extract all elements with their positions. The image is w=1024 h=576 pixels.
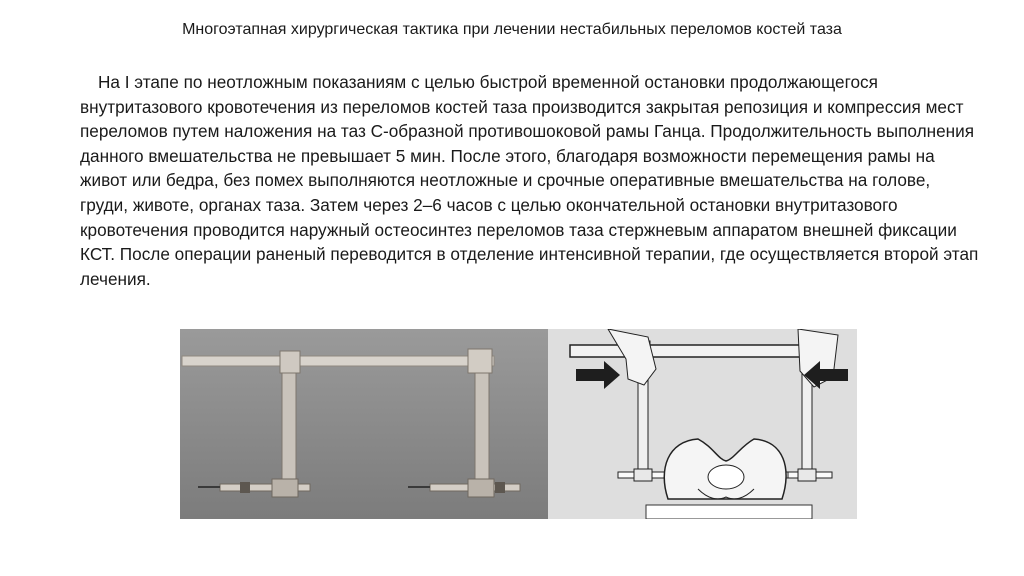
right-pin-holder (468, 479, 494, 497)
frame-top-bar (570, 345, 828, 357)
left-pin-block (634, 469, 652, 481)
c-clamp-photo (180, 329, 548, 519)
pelvis-drawing (548, 329, 857, 519)
operating-table (646, 505, 812, 519)
body-paragraph: На I этапе по неотложным показаниям с целью быстрой временной остановки продолжающегося внутритазового кровотечения из переломов костей таза производится закрытая репозиция и компрессия мест переломов путем наложения на таз С-образной противошоковой рамы Ганца. Продолжительность выполнения данного вмешательства не превышает 5 мин. После этого, благодаря возможности перемещения рамы на живот или бедра, без помех выполняются неотложные и срочные оперативные вмешательства на голове, груди, животе, органах таза. Затем через 2–6 часов с целью окончательной остановки внутритазового кровотечения проводится наружный остеосинтез переломов таза стержневым аппаратом внешней фиксации КСТ. После операции раненый переводится в отделение интенсивной терапии, где осуществляется второй этап лечения. (80, 72, 979, 289)
figure (180, 329, 857, 519)
clamp-right-leg (475, 373, 489, 485)
c-clamp-pelvis-drawing (548, 329, 857, 519)
clamp-left-leg (282, 373, 296, 485)
right-pin-block (798, 469, 816, 481)
slide-title: Многоэтапная хирургическая тактика при лечении нестабильных переломов костей таза (182, 21, 842, 38)
left-pin-nut (240, 482, 250, 493)
c-clamp-photo-drawing (180, 329, 548, 519)
clamp-top-bar (182, 356, 494, 366)
clamp-left-block (280, 351, 300, 373)
right-pin-nut (495, 482, 505, 493)
pelvic-inlet (708, 465, 744, 489)
left-pin-holder (272, 479, 298, 497)
clamp-right-block (468, 349, 492, 373)
